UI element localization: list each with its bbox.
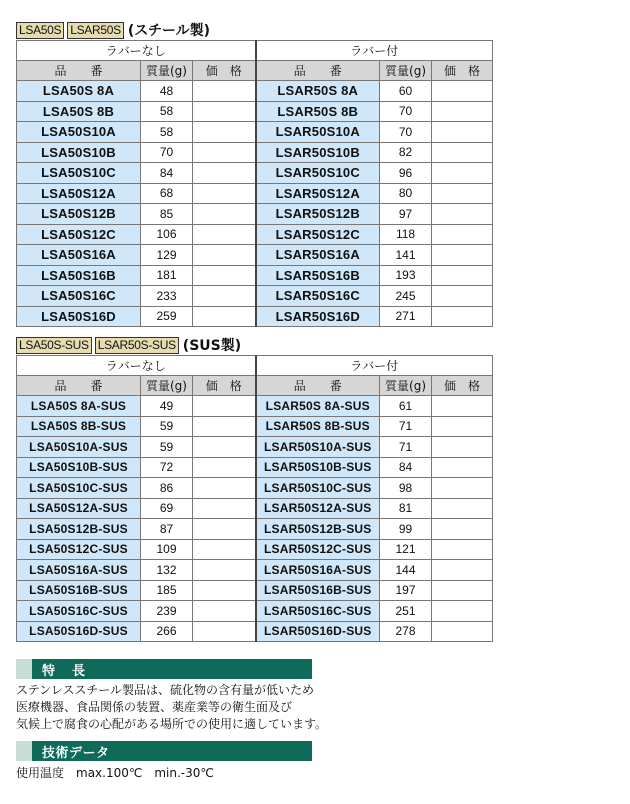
price-left <box>193 539 256 560</box>
tech-line: 使用温度 max.100℃ min.-30℃ <box>16 766 214 780</box>
product-code-right: LSAR50S12B <box>256 204 380 225</box>
table-row <box>17 437 493 458</box>
table-row <box>17 519 493 540</box>
product-code-right: LSAR50S 8A <box>256 81 380 102</box>
price-right <box>432 457 493 478</box>
mass-right: 121 <box>380 539 432 560</box>
product-code-left: LSA50S16A-SUS <box>17 560 141 581</box>
table-row <box>17 396 493 417</box>
price-right <box>432 601 493 622</box>
table-row <box>17 560 493 581</box>
mass-left: 86 <box>141 478 193 499</box>
mass-right: 97 <box>380 204 432 225</box>
product-code-right: LSAR50S16A <box>256 245 380 266</box>
product-code-right: LSAR50S16D-SUS <box>256 621 380 642</box>
price-left <box>193 621 256 642</box>
mass-left: 185 <box>141 580 193 601</box>
mass-left: 233 <box>141 286 193 307</box>
price-left <box>193 265 256 286</box>
price-left <box>193 142 256 163</box>
price-left <box>193 183 256 204</box>
sus-title-suffix: (SUS製) <box>182 338 242 354</box>
price-right <box>432 580 493 601</box>
table-row <box>17 306 493 327</box>
price-left <box>193 498 256 519</box>
mass-right: 71 <box>380 416 432 437</box>
mass-right: 118 <box>380 224 432 245</box>
mass-left: 70 <box>141 142 193 163</box>
product-code-right: LSAR50S16C-SUS <box>256 601 380 622</box>
features-title: 特 長 <box>42 663 88 679</box>
table-row <box>17 81 493 102</box>
price-right <box>432 101 493 122</box>
product-code-right: LSAR50S10B <box>256 142 380 163</box>
table-row <box>17 498 493 519</box>
product-code-left: LSA50S10A <box>17 122 141 143</box>
steel-table <box>16 40 493 327</box>
table-row <box>17 224 493 245</box>
price-right <box>432 245 493 266</box>
price-right <box>432 437 493 458</box>
product-code-right: LSAR50S 8A-SUS <box>256 396 380 417</box>
mass-right: 197 <box>380 580 432 601</box>
table-row <box>17 580 493 601</box>
product-code-left: LSA50S12A-SUS <box>17 498 141 519</box>
table-row <box>17 416 493 437</box>
steel-header-code-right: 品 番 <box>256 61 380 81</box>
mass-right: 251 <box>380 601 432 622</box>
mass-right: 71 <box>380 437 432 458</box>
steel-group-left: ラバーなし <box>17 41 256 61</box>
product-code-right: LSAR50S10C-SUS <box>256 478 380 499</box>
mass-right: 80 <box>380 183 432 204</box>
price-right <box>432 204 493 225</box>
price-left <box>193 122 256 143</box>
price-left <box>193 245 256 266</box>
price-left <box>193 416 256 437</box>
table-row <box>17 122 493 143</box>
steel-header-price-left: 価 格 <box>193 61 256 81</box>
price-right <box>432 478 493 499</box>
mass-left: 59 <box>141 416 193 437</box>
product-code-left: LSA50S12B-SUS <box>17 519 141 540</box>
features-text <box>16 682 327 733</box>
mass-left: 259 <box>141 306 193 327</box>
mass-right: 99 <box>380 519 432 540</box>
product-code-left: LSA50S12B <box>17 204 141 225</box>
product-code-left: LSA50S 8A-SUS <box>17 396 141 417</box>
product-code-left: LSA50S16B <box>17 265 141 286</box>
price-right <box>432 498 493 519</box>
mass-left: 59 <box>141 437 193 458</box>
price-left <box>193 163 256 184</box>
features-header <box>16 659 312 679</box>
price-left <box>193 81 256 102</box>
mass-left: 69 <box>141 498 193 519</box>
mass-left: 85 <box>141 204 193 225</box>
mass-left: 68 <box>141 183 193 204</box>
price-left <box>193 286 256 307</box>
price-left <box>193 437 256 458</box>
price-left <box>193 396 256 417</box>
product-code-left: LSA50S10C-SUS <box>17 478 141 499</box>
price-left <box>193 560 256 581</box>
table-row <box>17 101 493 122</box>
mass-left: 181 <box>141 265 193 286</box>
product-code-right: LSAR50S12A-SUS <box>256 498 380 519</box>
product-code-right: LSAR50S16C <box>256 286 380 307</box>
product-code-right: LSAR50S16A-SUS <box>256 560 380 581</box>
sus-header-mass-left: 質量(g) <box>141 376 193 396</box>
product-code-left: LSA50S10B-SUS <box>17 457 141 478</box>
features-line: 気候上で腐食の心配がある場所での使用に適しています。 <box>16 717 328 731</box>
price-left <box>193 601 256 622</box>
product-code-left: LSA50S12A <box>17 183 141 204</box>
product-code-right: LSAR50S10B-SUS <box>256 457 380 478</box>
table-row <box>17 245 493 266</box>
price-right <box>432 81 493 102</box>
price-right <box>432 163 493 184</box>
mass-left: 239 <box>141 601 193 622</box>
product-code-left: LSA50S10C <box>17 163 141 184</box>
table-row <box>17 142 493 163</box>
product-code-left: LSA50S16D <box>17 306 141 327</box>
steel-header-mass-right: 質量(g) <box>380 61 432 81</box>
price-right <box>432 142 493 163</box>
mass-left: 48 <box>141 81 193 102</box>
steel-header-price-right: 価 格 <box>432 61 493 81</box>
product-code-right: LSAR50S16B <box>256 265 380 286</box>
price-right <box>432 286 493 307</box>
product-code-right: LSAR50S12C-SUS <box>256 539 380 560</box>
mass-left: 72 <box>141 457 193 478</box>
mass-left: 106 <box>141 224 193 245</box>
mass-left: 132 <box>141 560 193 581</box>
mass-left: 129 <box>141 245 193 266</box>
steel-header-code-left: 品 番 <box>17 61 141 81</box>
features-line: 医療機器、食品関係の装置、薬産業等の衛生面及び <box>16 700 293 714</box>
product-code-right: LSAR50S10A-SUS <box>256 437 380 458</box>
mass-right: 193 <box>380 265 432 286</box>
mass-right: 96 <box>380 163 432 184</box>
mass-left: 266 <box>141 621 193 642</box>
product-code-left: LSA50S16C <box>17 286 141 307</box>
sus-header-price-right: 価 格 <box>432 376 493 396</box>
sus-header-price-left: 価 格 <box>193 376 256 396</box>
sus-header-code-right: 品 番 <box>256 376 380 396</box>
table-row <box>17 286 493 307</box>
price-right <box>432 224 493 245</box>
product-code-right: LSAR50S16D <box>256 306 380 327</box>
price-right <box>432 621 493 642</box>
table-row <box>17 183 493 204</box>
price-right <box>432 306 493 327</box>
features-header-block <box>16 659 32 679</box>
product-code-right: LSAR50S16B-SUS <box>256 580 380 601</box>
mass-right: 60 <box>380 81 432 102</box>
mass-left: 84 <box>141 163 193 184</box>
product-code-right: LSAR50S12B-SUS <box>256 519 380 540</box>
product-code-left: LSA50S12C <box>17 224 141 245</box>
table-row <box>17 204 493 225</box>
table-row <box>17 478 493 499</box>
product-code-left: LSA50S16B-SUS <box>17 580 141 601</box>
price-right <box>432 265 493 286</box>
table-row <box>17 457 493 478</box>
steel-tag-1: LSA50S <box>16 22 64 39</box>
price-right <box>432 122 493 143</box>
product-code-left: LSA50S12C-SUS <box>17 539 141 560</box>
table-row <box>17 601 493 622</box>
price-right <box>432 560 493 581</box>
sus-section <box>16 335 492 642</box>
tech-header-block <box>16 741 32 761</box>
price-left <box>193 224 256 245</box>
sus-tag-1: LSA50S-SUS <box>16 337 92 354</box>
sus-group-left: ラバーなし <box>17 356 256 376</box>
mass-right: 245 <box>380 286 432 307</box>
price-left <box>193 519 256 540</box>
sus-title <box>16 335 492 355</box>
product-code-right: LSAR50S10C <box>256 163 380 184</box>
product-code-left: LSA50S16D-SUS <box>17 621 141 642</box>
mass-left: 49 <box>141 396 193 417</box>
product-code-right: LSAR50S 8B <box>256 101 380 122</box>
sus-group-right: ラバー付 <box>256 356 493 376</box>
steel-title <box>16 20 492 40</box>
product-code-left: LSA50S16C-SUS <box>17 601 141 622</box>
sus-header-code-left: 品 番 <box>17 376 141 396</box>
mass-right: 81 <box>380 498 432 519</box>
product-code-left: LSA50S 8A <box>17 81 141 102</box>
price-left <box>193 204 256 225</box>
tech-text <box>16 765 214 782</box>
price-left <box>193 101 256 122</box>
table-row <box>17 539 493 560</box>
price-right <box>432 416 493 437</box>
product-code-right: LSAR50S12C <box>256 224 380 245</box>
table-row <box>17 265 493 286</box>
steel-header-mass-left: 質量(g) <box>141 61 193 81</box>
product-code-left: LSA50S16A <box>17 245 141 266</box>
table-row <box>17 163 493 184</box>
product-code-left: LSA50S 8B-SUS <box>17 416 141 437</box>
product-code-left: LSA50S10B <box>17 142 141 163</box>
mass-right: 82 <box>380 142 432 163</box>
price-right <box>432 519 493 540</box>
sus-table <box>16 355 493 642</box>
mass-right: 70 <box>380 101 432 122</box>
tech-title: 技術データ <box>42 745 110 761</box>
sus-header-mass-right: 質量(g) <box>380 376 432 396</box>
mass-right: 70 <box>380 122 432 143</box>
steel-tag-2: LSAR50S <box>67 22 124 39</box>
mass-left: 109 <box>141 539 193 560</box>
steel-group-right: ラバー付 <box>256 41 493 61</box>
mass-left: 58 <box>141 122 193 143</box>
table-row <box>17 621 493 642</box>
steel-section <box>16 20 492 327</box>
features-line: ステンレススチール製品は、硫化物の含有量が低いため <box>16 683 315 697</box>
product-code-right: LSAR50S10A <box>256 122 380 143</box>
product-code-left: LSA50S10A-SUS <box>17 437 141 458</box>
mass-right: 98 <box>380 478 432 499</box>
product-code-left: LSA50S 8B <box>17 101 141 122</box>
mass-right: 84 <box>380 457 432 478</box>
product-code-right: LSAR50S12A <box>256 183 380 204</box>
mass-right: 271 <box>380 306 432 327</box>
mass-left: 58 <box>141 101 193 122</box>
price-right <box>432 539 493 560</box>
sus-tag-2: LSAR50S-SUS <box>95 337 179 354</box>
tech-header <box>16 741 312 761</box>
mass-right: 144 <box>380 560 432 581</box>
price-right <box>432 183 493 204</box>
mass-right: 61 <box>380 396 432 417</box>
steel-title-suffix: (スチール製) <box>127 23 211 39</box>
price-left <box>193 580 256 601</box>
price-right <box>432 396 493 417</box>
product-code-right: LSAR50S 8B-SUS <box>256 416 380 437</box>
mass-left: 87 <box>141 519 193 540</box>
price-left <box>193 478 256 499</box>
mass-right: 141 <box>380 245 432 266</box>
price-left <box>193 306 256 327</box>
mass-right: 278 <box>380 621 432 642</box>
price-left <box>193 457 256 478</box>
